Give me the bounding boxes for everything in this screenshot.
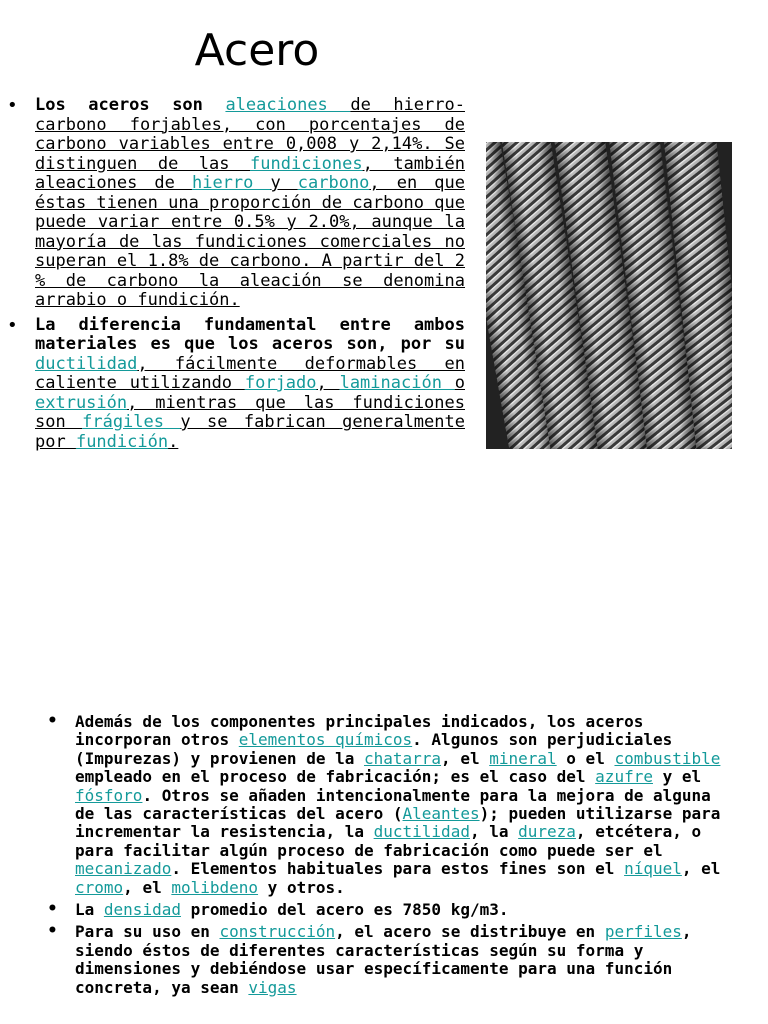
link-extrusion[interactable]: extrusión — [35, 392, 128, 413]
link-perfiles[interactable]: perfiles — [604, 922, 682, 942]
bullet-text: Para su uso en — [75, 922, 220, 942]
link-ductilidad[interactable]: ductilidad — [373, 822, 470, 842]
bullet-construccion — [75, 923, 725, 997]
bullet-text: y el — [652, 767, 702, 787]
bullet-text: promedio del acero es 7850 kg/m3. — [180, 900, 509, 920]
link-vigas[interactable]: vigas — [248, 977, 297, 997]
link-carbono[interactable]: carbono — [297, 173, 370, 193]
link-mineral[interactable]: mineral — [489, 748, 557, 768]
top-bullet-list — [35, 96, 465, 457]
bullet-text: , la — [469, 822, 519, 842]
steel-wire-rope-image — [486, 142, 732, 449]
bullet-text: . Otros se añaden intencionalmente para la mejora de alguna de las características del acero ( — [75, 785, 711, 824]
bullet-text: empleado en el proceso de fabricación; es el caso del — [75, 767, 596, 787]
bullet-elementos-quimicos — [75, 713, 725, 897]
link-mecanizado[interactable]: mecanizado — [75, 859, 172, 879]
bullet-text: . Algunos son perjudiciales (Impurezas) y provienen de la — [75, 730, 673, 768]
link-azufre[interactable]: azufre — [595, 767, 653, 787]
bullet-text: ); pueden utilizarse para incrementar la resistencia, la — [75, 804, 721, 842]
bullet-text: , el — [441, 748, 490, 768]
link-elementos-quimicos[interactable]: elementos químicos — [238, 730, 413, 750]
bullet-text: y otros. — [258, 877, 345, 897]
link-aleaciones[interactable]: aleaciones — [225, 95, 351, 115]
link-hierro[interactable]: hierro — [191, 173, 271, 193]
bullet-text: de hierro-carbono forjables, con porcentajes de carbono variables entre 0,008 y 2,14%. Se distinguen de las — [35, 95, 465, 174]
wire-rope-drawing — [486, 142, 732, 449]
bullet-text: , en que éstas tienen una proporción de carbono que puede variar entre 0.5% y 2.0%, aunque la mayoría de las fundiciones comerciales no superan el 1.8% de carbono. A partir del 2 % de carbono la aleación se denomina arrabio o fundición. — [35, 173, 465, 310]
bullet-aceros-definition — [35, 96, 465, 311]
bullet-text: La — [75, 900, 104, 920]
link-densidad[interactable]: densidad — [103, 900, 181, 920]
bullet-text: . — [168, 431, 179, 452]
link-niquel[interactable]: níquel — [624, 859, 682, 879]
link-forjado[interactable]: forjado — [244, 373, 317, 393]
bullet-text: . Elementos habituales para estos fines son el — [171, 859, 625, 879]
bullet-text: Además de los componentes principales indicados, los aceros incorporan otros — [75, 712, 644, 750]
link-cromo[interactable]: cromo — [75, 877, 124, 897]
bullet-text: , siendo éstos de diferentes características según su forma y dimensiones y debiéndose usar específicamente para una función concreta, ya sean — [75, 922, 692, 997]
bullet-text: y — [270, 173, 298, 193]
bullet-densidad — [75, 901, 725, 919]
bullet-text: , el — [681, 859, 721, 879]
bullet-text: , también aleaciones de — [35, 153, 465, 193]
link-combustible[interactable]: combustible — [614, 748, 721, 768]
page-title: Acero — [194, 25, 320, 76]
bullet-text: o el — [556, 748, 615, 768]
link-molibdeno[interactable]: molibdeno — [171, 877, 259, 897]
bottom-bullet-list — [75, 713, 725, 1001]
link-fundicion[interactable]: fundición — [75, 431, 169, 452]
bullet-lead: Los aceros son — [35, 95, 226, 115]
link-aleantes[interactable]: Aleantes — [402, 804, 480, 824]
link-fundiciones[interactable]: fundiciones — [250, 153, 363, 174]
link-ductilidad[interactable]: ductilidad — [35, 353, 138, 374]
bullet-text: , etcétera, o para facilitar algún proceso de fabricación como puede ser el — [75, 822, 702, 860]
bullet-text: , — [316, 373, 340, 393]
bullet-text: , mientras que las fundiciones son — [35, 392, 465, 432]
link-construccion[interactable]: construcción — [219, 922, 336, 942]
link-laminacion[interactable]: laminación — [339, 373, 455, 393]
link-chatarra[interactable]: chatarra — [363, 748, 442, 768]
bullet-diferencia-fundamental — [35, 316, 465, 453]
bullet-text: , el acero se distribuye en — [335, 922, 605, 942]
bullet-text: y se fabrican generalmente por — [35, 412, 465, 452]
link-dureza[interactable]: dureza — [518, 822, 576, 842]
bullet-text: , el — [123, 877, 172, 897]
link-fosforo[interactable]: fósforo — [75, 785, 143, 805]
bullet-text: , fácilmente deformables en caliente utilizando — [35, 353, 465, 393]
link-fragiles[interactable]: frágiles — [82, 412, 181, 432]
bullet-text: o — [454, 373, 465, 393]
bullet-lead: La diferencia fundamental entre ambos materiales es que los aceros son, por su — [35, 314, 465, 354]
